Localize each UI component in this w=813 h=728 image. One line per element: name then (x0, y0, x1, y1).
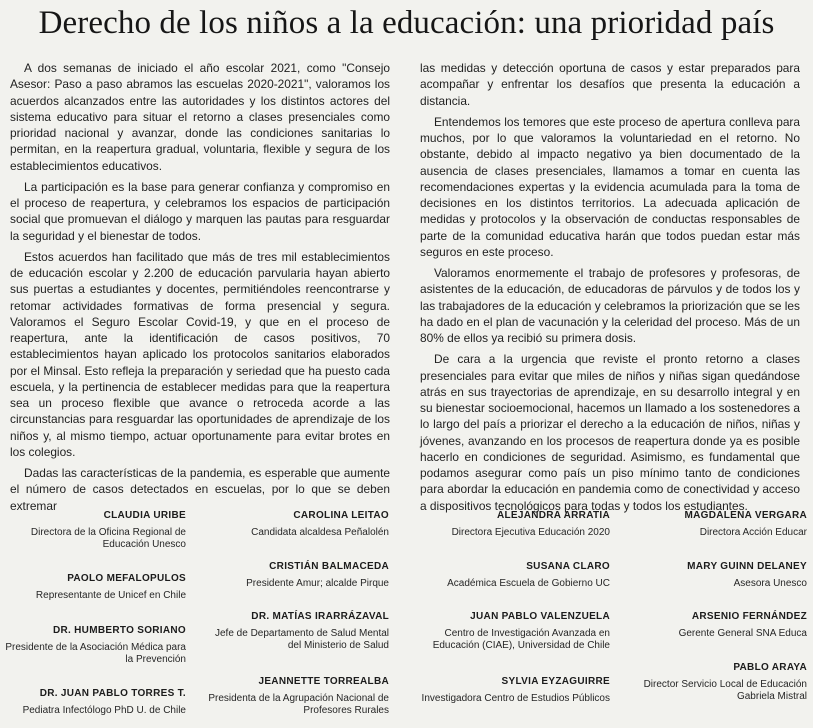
signature-block (1, 510, 186, 552)
signer-name: MAGDALENA VERGARA (684, 510, 807, 521)
signature-block (199, 611, 389, 653)
signer-name: PAOLO MEFALOPULOS (67, 573, 186, 584)
signer-name: SUSANA CLARO (526, 561, 610, 572)
signature-block (622, 561, 807, 590)
paragraph: De cara a la urgencia que reviste el pronto retorno a clases presenciales para evitar que miles de niños y niñas sigan quedándose atrás en sus trayectorias de aprendizaje, en su desarrollo integral y en su bienestar socioemocional, hacemos un llamado a los sostenedores a lo largo del país a priorizar el derecho a la educación de niños, niñas y jóvenes, avanzando en los procesos de reapertura donde ya es posible hacerlo en condiciones de seguridad. Asimismo, es fundamental que podamos asegurar como país un piso mínimo tanto de condiciones para abordar la educación en pandemia como de conectividad y acceso a dispositivos tecnológicos para todas y todos los estudiantes. (420, 352, 800, 513)
signer-role: Directora Acción Educar (699, 526, 807, 538)
paragraph: Valoramos enormemente el trabajo de profesores y profesoras, de asistentes de la educación, de educadoras de párvulos y de todos los y las trabajadores de la educación y celebramos la priorización que se les ha dado en el plan de vacunación y la celeridad del proceso. Más de un 80% de ellos ya recibió su primera dosis. (420, 266, 800, 345)
signer-role: Directora Ejecutiva Educación 2020 (451, 526, 610, 538)
signer-name: DR. JUAN PABLO TORRES T. (39, 688, 186, 699)
signer-role: Presidente de la Asociación Médica para la Prevención (5, 641, 186, 665)
paragraph: Entendemos los temores que este proceso de apertura conlleva para muchos, por lo que valoramos la voluntariedad en el retorno. No obstante, debido al impacto negativo ya bien documentado de la ausencia de clases presenciales, llamamos a tomar en cuenta las recomendaciones expertas y la evidencia acumulada para la toma de decisiones en los distintos territorios. La adecuada aplicación de medidas y protocolos y la observación de conductas responsables de parte de la comunidad educativa harán que todos puedan estar más seguros en este proceso. (420, 114, 800, 259)
signature-block (622, 510, 807, 539)
signer-role: Pediatra Infectólogo PhD U. de Chile (22, 704, 186, 716)
signer-role: Investigadora Centro de Estudios Públicos (421, 692, 610, 704)
signature-block (405, 676, 610, 705)
signature-block (405, 611, 610, 653)
signature-block (199, 676, 389, 718)
signer-name: JUAN PABLO VALENZUELA (470, 611, 610, 622)
signer-role: Candidata alcaldesa Peñalolén (251, 526, 389, 538)
signer-role: Representante de Unicef en Chile (35, 589, 186, 601)
headline: Derecho de los niños a la educación: una prioridad país (38, 5, 775, 41)
signature-block (1, 573, 186, 602)
article-column-right (420, 60, 800, 519)
signer-role: Centro de Investigación Avanzada en Educación (CIAE), Universidad de Chile (432, 627, 610, 651)
signer-role: Presidenta de la Agrupación Nacional de Profesores Rurales (208, 692, 389, 716)
signer-role: Presidente Amur; alcalde Pirque (246, 577, 389, 589)
signature-block (199, 561, 389, 590)
signer-role: Jefe de Departamento de Salud Mental del Ministerio de Salud (215, 627, 389, 651)
paragraph: Dadas las características de la pandemia, es esperable que aumente el número de casos detectados en escuelas, por lo que se deben extremar (10, 466, 390, 513)
signer-name: PABLO ARAYA (733, 662, 807, 673)
signer-name: DR. HUMBERTO SORIANO (52, 625, 186, 636)
signature-block (405, 510, 610, 539)
article-column-left (10, 60, 390, 519)
signer-name: JEANNETTE TORREALBA (258, 676, 389, 687)
signature-block (622, 611, 807, 640)
signer-name: CAROLINA LEITAO (293, 510, 389, 521)
signer-name: DR. MATÍAS IRARRÁZAVAL (251, 611, 389, 622)
signer-name: ALEJANDRA ARRATIA (496, 510, 610, 521)
signer-role: Académica Escuela de Gobierno UC (447, 577, 610, 589)
paragraph: Estos acuerdos han facilitado que más de tres mil establecimientos de educación escolar y 2.200 de educación parvularia hayan abierto sus puertas a estudiantes y docentes, permitiéndoles reencontrarse y retomar actividades formativas de forma presencial y segura. Valoramos el Seguro Escolar Covid-19, y que en el proceso de reapertura, ante la identificación de casos positivos, 70 establecimientos hayan aplicado los protocolos sanitarios elaborados por el Minsal. Esto refleja la preparación y seriedad que ha puesto cada escuela, y la pertinencia de establecer medidas para que la reapertura sea un proceso flexible que avance o retroceda acorde a las circunstancias para resguardar las oportunidades de aprendizaje de los niños y, al mismo tiempo, actuar oportunamente para evitar brotes en los colegios. (10, 249, 390, 459)
signer-name: CLAUDIA URIBE (103, 510, 186, 521)
signer-name: MARY GUINN DELANEY (687, 561, 807, 572)
signature-block (405, 561, 610, 590)
signer-name: SYLVIA EYZAGUIRRE (501, 676, 610, 687)
signer-role: Asesora Unesco (733, 577, 807, 589)
signature-block (1, 688, 186, 717)
signature-block (1, 625, 186, 667)
signature-block (199, 510, 389, 539)
paragraph: las medidas y detección oportuna de casos y estar preparados para acompañar y enfrentar los desafíos que presenta la educación a distancia. (420, 61, 800, 108)
signer-role: Directora de la Oficina Regional de Educación Unesco (30, 526, 186, 550)
signer-name: CRISTIÁN BALMACEDA (269, 561, 389, 572)
paragraph: A dos semanas de iniciado el año escolar 2021, como "Consejo Asesor: Paso a paso abramos las escuelas 2020-2021", valoramos los acuerdos alcanzados entre las autoridades y los distintos actores del sistema educativo para situar el retorno a clases presenciales como prioridad nacional y avanzar, donde las condiciones sanitarias lo permitan, en la reapertura gradual, voluntaria, flexible y segura de los establecimientos educativos. (10, 61, 390, 173)
signer-role: Gerente General SNA Educa (678, 627, 807, 639)
paragraph: La participación es la base para generar confianza y compromiso en el proceso de reapertura, y celebramos los espacios de participación social que promuevan el diálogo y marquen las pautas para resguardar la seguridad y el bienestar de todos. (10, 179, 390, 243)
signer-role: Director Servicio Local de Educación Gabriela Mistral (643, 678, 807, 702)
signature-block (622, 662, 807, 704)
signer-name: ARSENIO FERNÁNDEZ (691, 611, 807, 622)
